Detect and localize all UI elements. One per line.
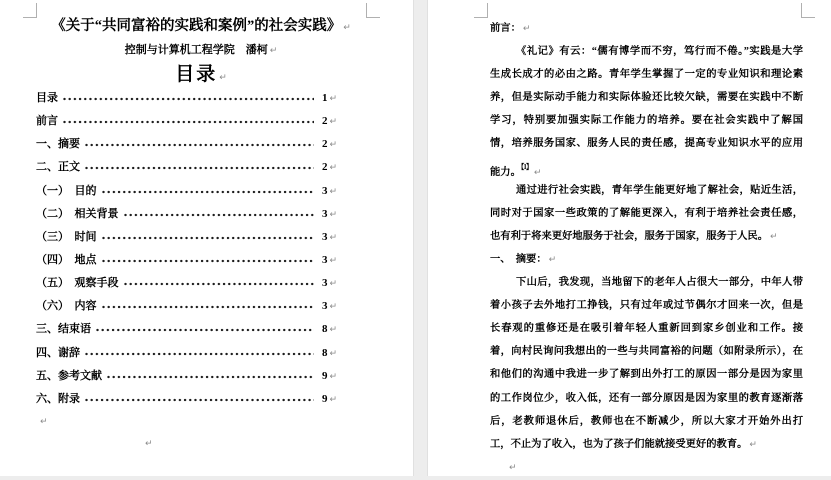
toc-dot-leader <box>85 166 314 170</box>
toc-dot-leader <box>102 236 315 240</box>
paragraph-mark-icon: ↵ <box>329 232 337 243</box>
body-line[interactable]: 通过进行社会实践，青年学生能更好地了解社会，贴近生活， <box>516 184 803 196</box>
table-of-contents <box>36 89 337 413</box>
body-line[interactable] <box>490 225 803 248</box>
toc-page-number: 8 <box>321 323 328 336</box>
document-title[interactable] <box>36 14 366 35</box>
toc-page-number: 3 <box>321 230 328 243</box>
preface-heading[interactable] <box>490 17 803 40</box>
toc-label: 五、参考文献 <box>36 369 102 382</box>
body-line[interactable]: 的工作岗位少，收入低，还有一部分原因是因为家里的教育逐渐落 <box>490 392 803 404</box>
body-line[interactable]: 养，但是实际动手能力和实际体验还比较欠缺，需要在实践中不断 <box>490 92 803 104</box>
toc-dot-leader <box>63 97 314 101</box>
toc-dot-leader <box>124 282 315 286</box>
toc-row[interactable] <box>36 297 337 320</box>
toc-page-number: 3 <box>321 277 328 290</box>
toc-row[interactable] <box>36 205 337 228</box>
toc-dot-leader <box>124 213 315 217</box>
margin-corner-mark-icon <box>366 3 380 18</box>
toc-page-number: 3 <box>321 300 328 313</box>
toc-dot-leader <box>96 328 314 332</box>
document-byline[interactable] <box>36 41 366 57</box>
toc-label: 六、附录 <box>36 392 80 405</box>
paragraph-mark-icon: ↵ <box>219 73 227 83</box>
toc-row[interactable] <box>36 228 337 251</box>
toc-heading[interactable] <box>36 59 366 86</box>
toc-page-number: 2 <box>321 115 328 128</box>
body-line[interactable]: 和他们的沟通中我进一步了解到出外打工的原因一部分是因为家里 <box>490 369 803 381</box>
paragraph-mark-icon: ↵ <box>329 94 337 104</box>
paragraph-mark-icon: ↵ <box>329 325 337 336</box>
body-line[interactable]: 《礼记》有云：“儒有博学而不穷，笃行而不倦。”实践是大学 <box>516 46 803 58</box>
paragraph-mark-icon: ↵ <box>40 417 48 427</box>
paragraph-mark-icon: ↵ <box>329 279 337 290</box>
paragraph-mark-icon: ↵ <box>329 163 337 174</box>
toc-heading-text: 目录 <box>175 64 218 85</box>
toc-row[interactable] <box>36 367 337 390</box>
body-line[interactable]: 下山后，我发现，当地留下的老年人占很大一部分，中年人带 <box>516 277 803 289</box>
toc-label: 目录 <box>36 92 58 104</box>
paragraph-mark-icon: ↵ <box>269 46 278 56</box>
toc-row[interactable] <box>36 89 337 112</box>
paragraph-mark-icon: ↵ <box>749 439 757 450</box>
page-2[interactable] <box>427 0 831 476</box>
toc-label: （五） 观察手段 <box>36 277 119 290</box>
paragraph-mark-icon: ↵ <box>329 302 337 313</box>
toc-page-number: 8 <box>321 346 328 359</box>
toc-row[interactable] <box>36 344 337 367</box>
paragraph-mark-icon: ↵ <box>533 167 542 178</box>
paragraph-mark-icon: ↵ <box>329 394 337 405</box>
body-line-text: 也有利于将来更好地服务于社会，服务于国家，服务于人民。 <box>490 230 769 242</box>
paragraph-mark-icon: ↵ <box>509 462 517 473</box>
toc-label: （二） 相关背景 <box>36 207 119 220</box>
toc-row[interactable] <box>36 112 337 135</box>
toc-dot-leader <box>85 398 314 402</box>
toc-page-number: 2 <box>321 161 328 174</box>
footnote-reference[interactable]: 【1】 <box>520 162 532 171</box>
toc-label: （四） 地点 <box>36 253 97 266</box>
body-line[interactable]: 着小孩子去外地打工挣钱，只有过年或过节偶尔才回来一次，但是 <box>490 300 803 312</box>
paragraph-mark-icon: ↵ <box>522 24 531 34</box>
margin-corner-mark-icon <box>23 3 37 18</box>
body-line[interactable] <box>490 156 803 179</box>
document-title-text: 《关于“共同富裕的实践和案例”的社会实践》 <box>51 18 342 34</box>
paragraph-mark-icon: ↵ <box>329 348 337 359</box>
toc-label: 二、正文 <box>36 161 80 174</box>
paragraph-mark-icon: ↵ <box>329 186 337 197</box>
toc-row[interactable] <box>36 320 337 343</box>
body-line-text: 工，不止为了收入，也为了孩子们能就接受更好的教育。 <box>490 438 748 450</box>
paragraph-mark-icon: ↵ <box>329 255 337 266</box>
toc-row[interactable] <box>36 251 337 274</box>
body-line[interactable] <box>490 433 803 456</box>
toc-row[interactable] <box>36 158 337 181</box>
toc-page-number: 9 <box>321 369 328 382</box>
body-line[interactable]: 生成长成才的必由之路。青年学生掌握了一定的专业知识和理论素 <box>490 69 803 81</box>
toc-row[interactable] <box>36 182 337 205</box>
toc-dot-leader <box>85 143 314 147</box>
toc-dot-leader <box>102 259 315 263</box>
body-line[interactable]: 学习，特别要加强实际工作能力的培养。要在社会实践中了解国 <box>490 115 803 127</box>
toc-label: （三） 时间 <box>36 230 97 243</box>
paragraph-mark-icon: ↵ <box>329 117 337 128</box>
preface-heading-text: 前言： <box>490 23 521 34</box>
body-line[interactable]: 同时对于国家一些政策的了解能更深入，有利于培养社会责任感， <box>490 207 803 219</box>
paragraph-mark-icon: ↵ <box>329 209 337 220</box>
toc-label: （一） 目的 <box>36 184 97 197</box>
page-1[interactable] <box>0 0 414 476</box>
section-heading-text: 一、 摘要： <box>490 253 547 265</box>
toc-page-number: 3 <box>321 207 328 220</box>
toc-label: 三、结束语 <box>36 323 91 336</box>
body-line[interactable]: 情，培养服务国家、服务人民的责任感，提高专业知识水平的应用 <box>490 138 803 150</box>
toc-label: 一、摘要 <box>36 138 80 151</box>
section-heading-abstract[interactable] <box>490 248 803 271</box>
toc-page-number: 2 <box>321 138 328 151</box>
paragraph-mark-icon: ↵ <box>145 439 153 449</box>
toc-dot-leader <box>102 190 315 194</box>
margin-corner-mark-icon <box>801 3 815 18</box>
paragraph-mark-icon: ↵ <box>343 23 351 33</box>
toc-dot-leader <box>102 305 315 309</box>
body-line[interactable]: 着，向村民询问我想出的一些与共同富裕的问题（如附录所示），在 <box>490 346 803 358</box>
body-line-text: 能力。 <box>490 166 521 178</box>
margin-corner-mark-icon <box>474 3 488 18</box>
toc-page-number: 3 <box>321 184 328 197</box>
page-2-body-text <box>490 17 803 479</box>
toc-label: （六） 内容 <box>36 300 97 313</box>
document-byline-text: 控制与计算机工程学院 潘柯 <box>124 44 268 56</box>
toc-page-number: 1 <box>321 92 328 104</box>
paragraph-mark-icon: ↵ <box>548 254 557 265</box>
toc-dot-leader <box>107 375 314 379</box>
toc-page-number: 9 <box>321 392 328 405</box>
paragraph-mark-icon: ↵ <box>770 231 778 242</box>
toc-label: 四、谢辞 <box>36 346 80 359</box>
toc-row[interactable] <box>36 390 337 413</box>
paragraph-mark-icon: ↵ <box>329 140 337 151</box>
toc-row[interactable] <box>36 274 337 297</box>
toc-page-number: 3 <box>321 253 328 266</box>
body-line[interactable]: 后，老教师退休后，教师也在不断减少，所以大家才开始外出打 <box>490 415 803 427</box>
body-line[interactable]: 长春观的重修还是在吸引着年轻人重新回到家乡创业和工作。接 <box>490 323 803 335</box>
toc-label: 前言 <box>36 115 58 128</box>
paragraph-mark-icon: ↵ <box>329 371 337 382</box>
toc-row[interactable] <box>36 135 337 158</box>
toc-dot-leader <box>63 120 314 124</box>
empty-paragraph[interactable] <box>490 456 803 479</box>
toc-dot-leader <box>85 352 314 356</box>
